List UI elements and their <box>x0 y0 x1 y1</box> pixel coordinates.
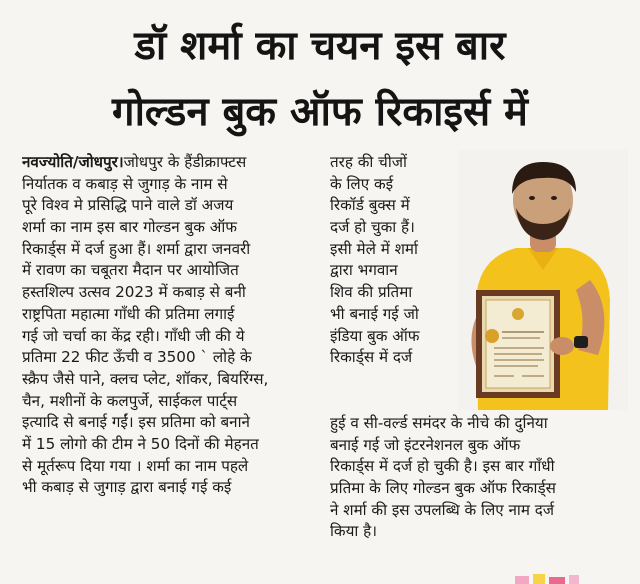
article-line: बनाई गई जो इंटरनेशनल बुक ऑफ <box>330 435 521 454</box>
article-line: इंडिया बुक ऑफ <box>330 326 420 345</box>
article-line: भी कबाड़ से जुगाड़ द्वारा बनाई गई कई <box>22 478 232 497</box>
article-line: रिकॉर्ड बुक्स में <box>330 196 410 215</box>
article-text: जोधपुर के हैंडीक्राफ्टस <box>123 153 247 171</box>
article-line: रिकार्ड्स में दर्ज <box>330 348 413 367</box>
article-line: भी बनाई गई जो <box>330 304 419 323</box>
man-holding-certificate-illustration <box>458 150 628 410</box>
wristwatch <box>574 336 588 348</box>
article-line: द्वारा भगवान <box>330 261 398 280</box>
decorative-color-strip <box>515 572 605 584</box>
dateline: नवज्योति/जोधपुर। <box>22 153 124 171</box>
article-line: इसी मेले में शर्मा <box>330 239 418 258</box>
article-line: किया है। <box>330 522 377 541</box>
article-line: रिकार्ड्स में दर्ज हो चुकी है। इस बार गाँधी <box>330 457 555 476</box>
article-line <box>22 152 322 174</box>
article-line: राष्ट्रपिता महात्मा गाँधी की प्रतिमा लगाई <box>22 304 235 323</box>
headline-line-2: गोल्डन बुक ऑफ रिकाइर्स में <box>112 89 528 135</box>
article-line: से मूर्तरूप दिया गया । शर्मा का नाम पहले <box>22 456 249 475</box>
article-line: पूरे विश्व मे प्रसिद्धि पाने वाले डॉ अजय <box>22 196 234 215</box>
article-line: तरह की चीजों <box>330 153 407 171</box>
article-line: स्क्रैप जैसे पाने, क्लच प्लेट, शॉकर, बियरिंग्स, <box>22 369 269 388</box>
article-column-middle <box>330 152 466 369</box>
article-line: दर्ज हो चुका हैं। <box>330 218 415 237</box>
article-line: रिकार्ड्स में दर्ज हुआ हैं। शर्मा द्वारा जनवरी <box>22 239 251 258</box>
article-line: प्रतिमा 22 फीट ऊँची व 3500 ` लोहे के <box>22 348 252 367</box>
article-line: हुई व सी-वर्ल्ड समंदर के नीचे की दुनिया <box>330 414 548 432</box>
article-column-left <box>22 152 322 499</box>
article-line: में 15 लोगो की टीम ने 50 दिनों की मेहनत <box>22 434 259 453</box>
article-line: शिव की प्रतिमा <box>330 283 413 302</box>
article-line: में रावण का चबूतरा मैदान पर आयोजित <box>22 261 239 280</box>
article-line: हस्तशिल्प उत्सव 2023 में कबाड़ से बनी <box>22 283 246 302</box>
article-line: निर्यातक व कबाड़ से जुगाड़ के नाम से <box>22 174 228 193</box>
article-line: प्रतिमा के लिए गोल्डन बुक ऑफ रिकार्ड्स <box>330 479 556 498</box>
article-line: शर्मा का नाम इस बार गोल्डन बुक ऑफ <box>22 218 237 237</box>
article-column-bottom <box>330 413 626 543</box>
portrait-photo <box>458 150 628 410</box>
article-line: ने शर्मा की इस उपलब्धि के लिए नाम दर्ज <box>330 500 555 519</box>
article-line: के लिए कई <box>330 174 394 193</box>
headline-line-1: डॉ शर्मा का चयन इस बार <box>134 23 506 69</box>
article-line: इत्यादि से बनाई गईं। इस प्रतिमा को बनाने <box>22 413 250 432</box>
article-line: चैन, मशीनों के कलपुर्जे, साईकल पार्ट्स <box>22 391 238 410</box>
certificate-seal <box>512 308 524 320</box>
article-line: गई जो चर्चा का केंद्र रही। गाँधी जी की ये <box>22 326 245 345</box>
